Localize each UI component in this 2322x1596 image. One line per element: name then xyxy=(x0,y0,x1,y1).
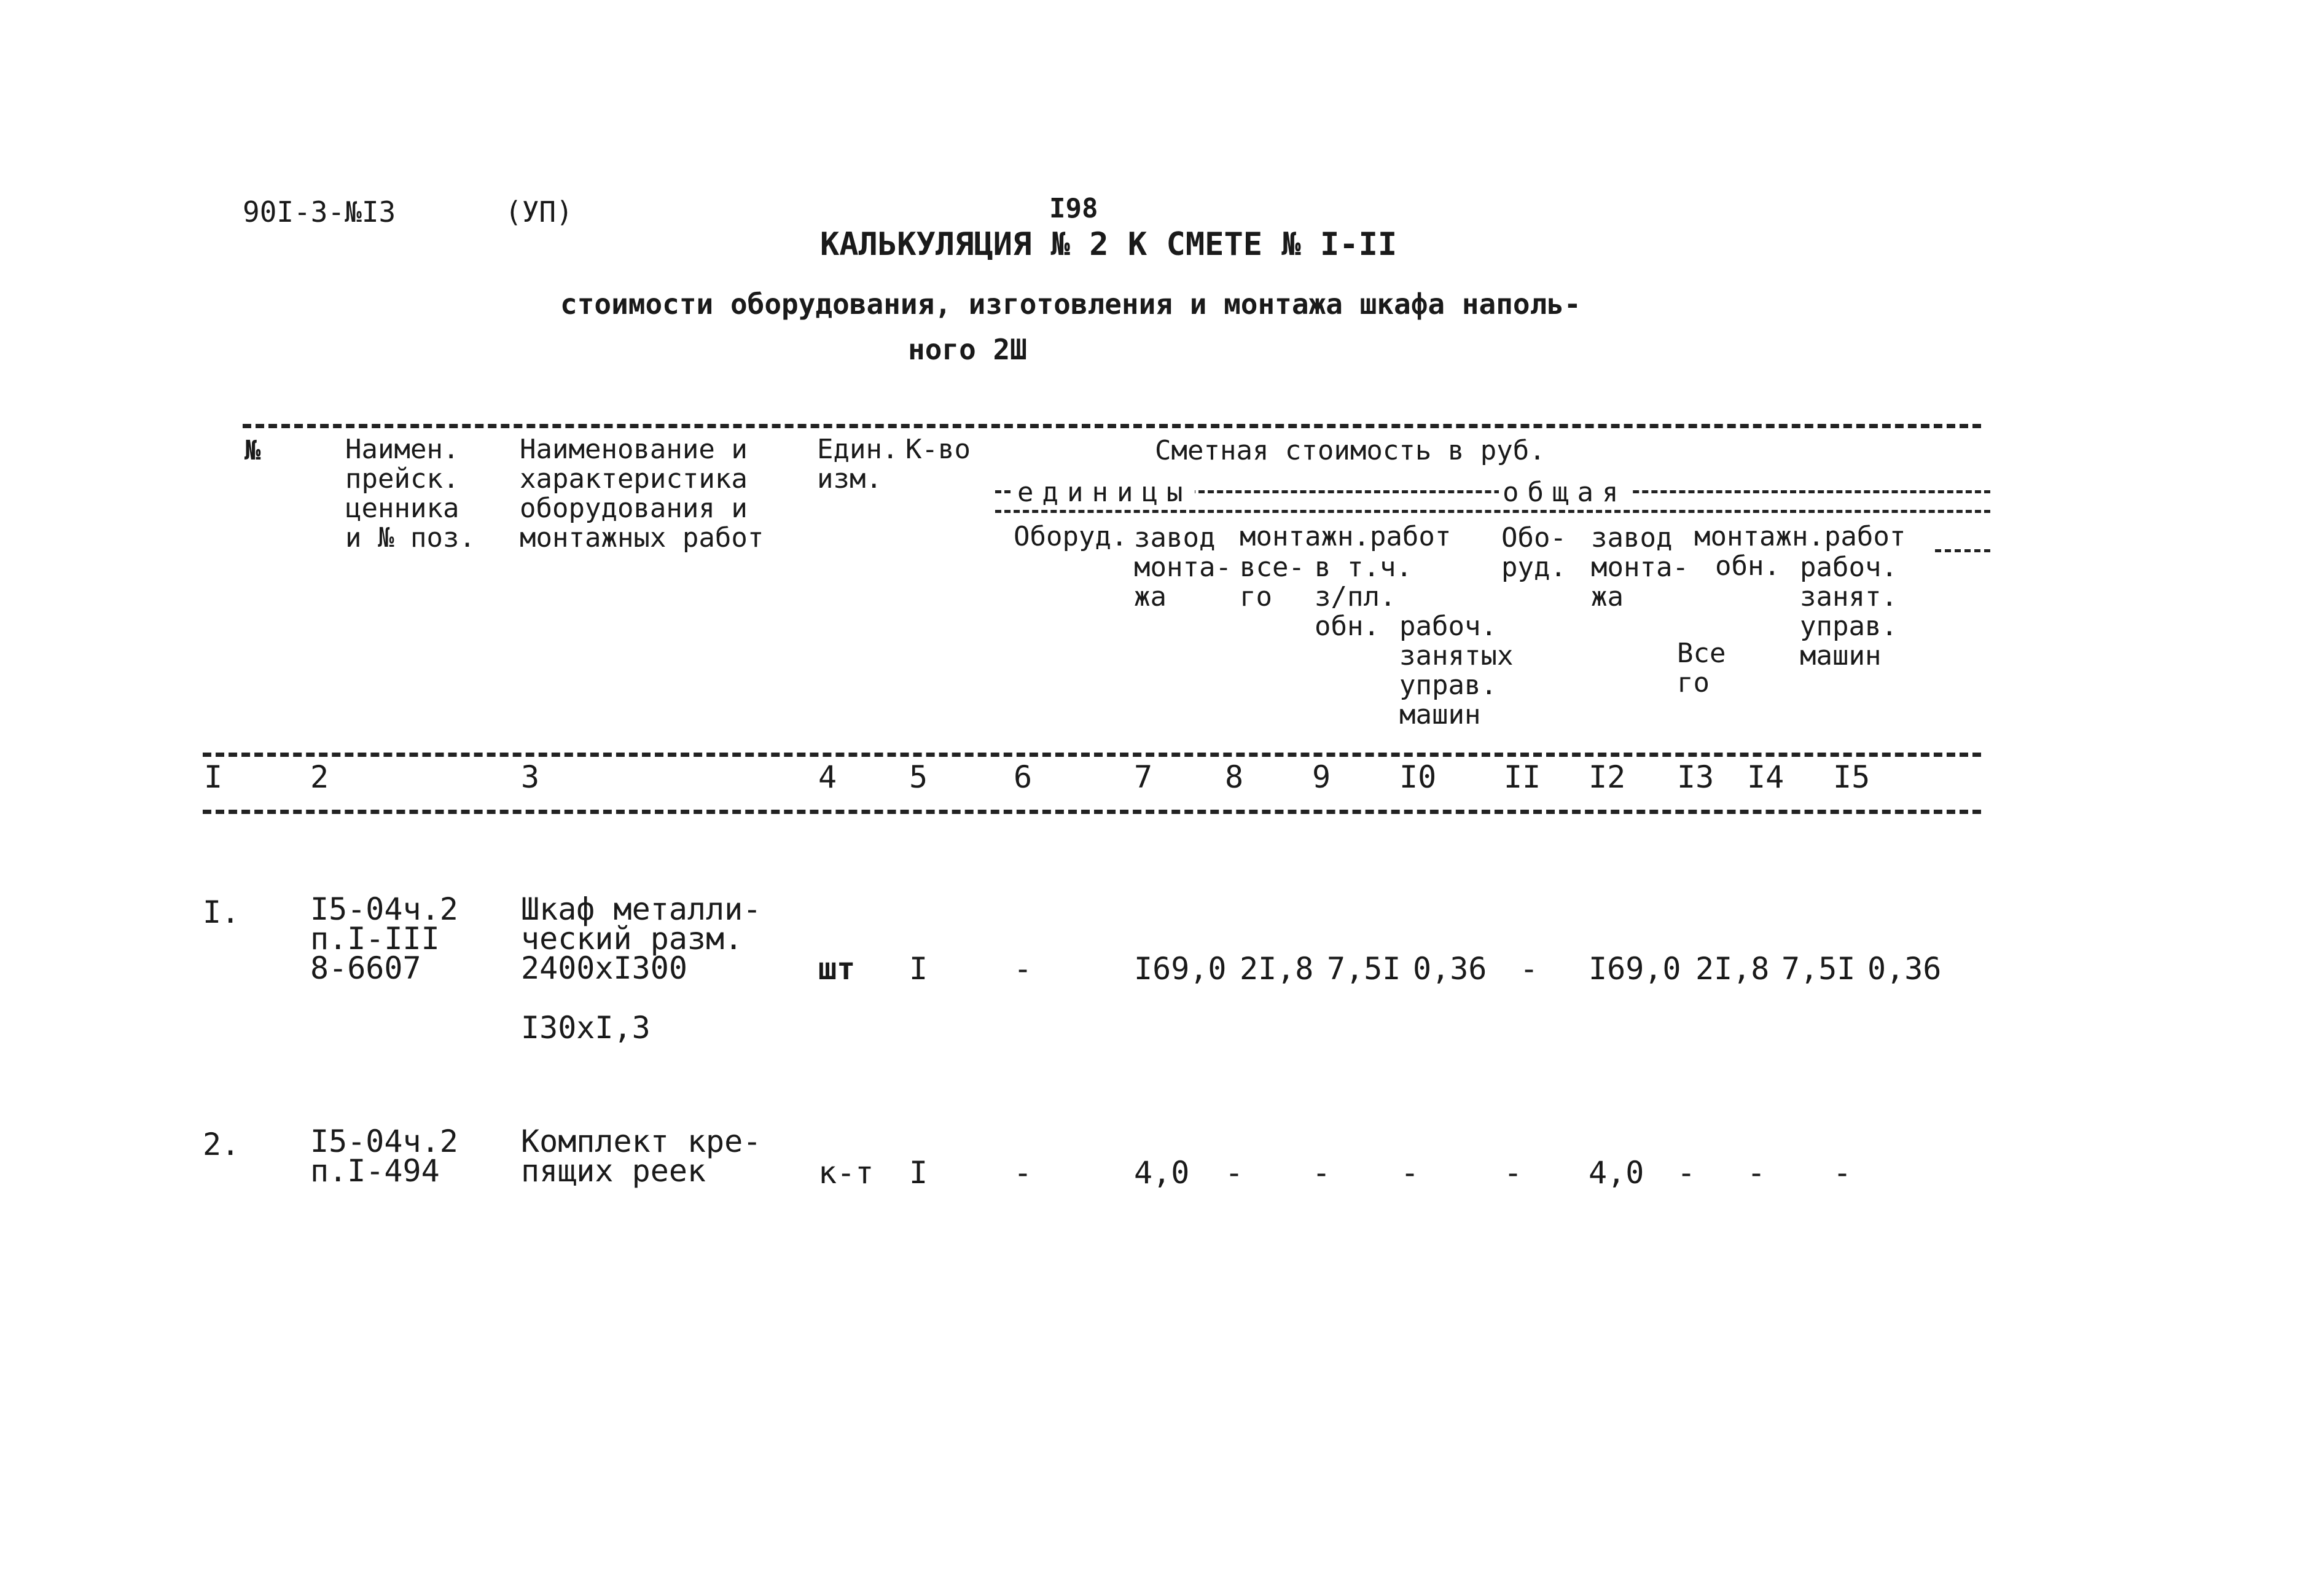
document-series: (УП) xyxy=(505,195,573,229)
document-title: КАЛЬКУЛЯЦИЯ № 2 К СМЕТЕ № I-II xyxy=(820,226,1398,263)
column-numbers-bottom-rule xyxy=(203,810,1981,814)
row-c10: - xyxy=(1401,1155,1420,1191)
column-number: II xyxy=(1504,759,1541,795)
column-number: 8 xyxy=(1225,759,1244,795)
column-numbers-top-rule xyxy=(203,753,1981,757)
column-number: I5 xyxy=(1833,759,1871,795)
column-number: I4 xyxy=(1747,759,1784,795)
header-unit-install-total: все- го xyxy=(1240,552,1305,612)
header-unit-equipment: Оборуд. xyxy=(1014,521,1128,552)
row-number: 2. xyxy=(203,1127,240,1162)
row-c9: - xyxy=(1312,1155,1331,1191)
header-total-install-workers: рабоч. занят. управ. машин xyxy=(1800,552,1898,671)
table-top-rule xyxy=(243,424,1981,428)
column-number: 5 xyxy=(909,759,928,795)
row-qty: I xyxy=(909,951,928,987)
row-c8: 2I,8 xyxy=(1240,951,1314,987)
row-c14: - xyxy=(1747,1155,1766,1191)
document-code: 90I-3-№I3 xyxy=(243,195,396,229)
header-no: № xyxy=(244,435,261,466)
column-number: 4 xyxy=(818,759,837,795)
row-name-extra: I30xI,3 xyxy=(521,1010,651,1046)
header-total-group: общая xyxy=(1499,479,1630,506)
header-name: Наименование и характеристика оборудования и монтажных работ xyxy=(520,434,764,554)
row-c8: - xyxy=(1225,1155,1244,1191)
header-pricelist: Наимен. прейск. ценника и № поз. xyxy=(345,434,475,554)
cost-subgroup-rule xyxy=(995,510,1990,513)
header-unit: Един. изм. xyxy=(817,434,899,495)
row-unit: к-т xyxy=(818,1155,874,1191)
header-unit-install-group: монтажн.работ xyxy=(1240,521,1452,552)
document-subtitle-line1: стоимости оборудования, изготовления и монтажа шкафа наполь- xyxy=(560,288,1581,321)
header-unit-install-workers: рабоч. занятых управ. машин xyxy=(1399,611,1514,730)
row-unit: шт xyxy=(818,951,856,987)
column-number: 9 xyxy=(1312,759,1331,795)
row-pricelist: I5-04ч.2 п.I-III 8-6607 xyxy=(310,891,458,986)
column-number: I xyxy=(204,759,223,795)
row-qty: I xyxy=(909,1155,928,1191)
header-total-install-group: монтажн.работ xyxy=(1694,521,1906,552)
header-qty: К-во xyxy=(905,434,971,465)
column-number: 3 xyxy=(521,759,540,795)
row-c13: - xyxy=(1677,1155,1696,1191)
row-c15: 0,36 xyxy=(1867,951,1942,987)
column-number: 6 xyxy=(1014,759,1033,795)
column-number: I0 xyxy=(1399,759,1437,795)
row-c12: 4,0 xyxy=(1589,1155,1644,1191)
row-c14: 7,5I xyxy=(1781,951,1856,987)
column-number: I2 xyxy=(1589,759,1626,795)
header-unit-install-incl: в т.ч. з/пл. обн. xyxy=(1315,552,1412,642)
column-number: I3 xyxy=(1677,759,1714,795)
header-total-factory: завод монта- жа xyxy=(1591,522,1689,612)
row-c9: 7,5I xyxy=(1327,951,1401,987)
row-c6: - xyxy=(1014,1155,1033,1191)
row-c6: - xyxy=(1014,951,1033,987)
header-right-tail-rule xyxy=(1935,549,1990,552)
document-subtitle-line2: ного 2Ш xyxy=(908,333,1027,366)
header-cost-group: Сметная стоимость в руб. xyxy=(1155,435,1546,466)
row-c13: 2I,8 xyxy=(1695,951,1770,987)
row-name: Шкаф металли- ческий разм. 2400хI300 xyxy=(521,891,762,986)
row-c11: - xyxy=(1520,951,1539,987)
row-c10: 0,36 xyxy=(1413,951,1487,987)
header-total-equipment: Обо- руд. xyxy=(1501,522,1566,583)
column-number: 2 xyxy=(310,759,329,795)
row-name: Комплект кре- пящих реек xyxy=(521,1124,762,1189)
row-c7: 4,0 xyxy=(1134,1155,1190,1191)
row-c12: I69,0 xyxy=(1589,951,1681,987)
column-number: 7 xyxy=(1134,759,1153,795)
row-pricelist: I5-04ч.2 п.I-494 xyxy=(310,1124,458,1189)
row-c7: I69,0 xyxy=(1134,951,1227,987)
row-c15: - xyxy=(1833,1155,1852,1191)
header-total-install-total: Все го xyxy=(1677,638,1726,698)
header-total-install-incl: обн. xyxy=(1715,550,1780,582)
row-number: I. xyxy=(203,894,240,930)
row-c11: - xyxy=(1504,1155,1523,1191)
header-unit-factory: завод монта- жа xyxy=(1134,522,1232,612)
header-unit-group: единицы xyxy=(1014,479,1195,506)
page-number: I98 xyxy=(1049,193,1098,224)
